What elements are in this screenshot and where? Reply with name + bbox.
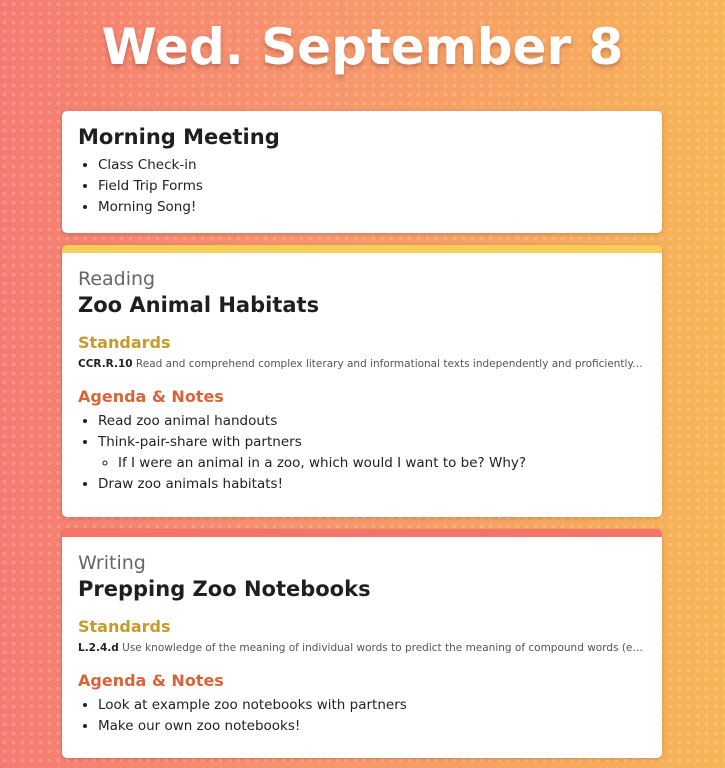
list-item: • Draw zoo animals habitats! bbox=[98, 474, 646, 495]
agenda-list bbox=[78, 695, 646, 737]
writing-card bbox=[62, 529, 662, 758]
list-item: • Look at example zoo notebooks with partners bbox=[98, 695, 646, 716]
card-title: Prepping Zoo Notebooks bbox=[78, 577, 371, 601]
standard-text: Use knowledge of the meaning of individual words to predict the meaning of compound words (e.… bbox=[122, 642, 646, 654]
list-item: • Class Check-in bbox=[98, 155, 646, 176]
list-item bbox=[98, 432, 646, 474]
card-title: Zoo Animal Habitats bbox=[78, 293, 320, 317]
list-item-text: Think-pair-share with partners bbox=[98, 434, 302, 450]
nested-list-item: ◦ If I were an animal in a zoo, which would I want to be? Why? bbox=[118, 453, 646, 474]
list-item: • Field Trip Forms bbox=[98, 176, 646, 197]
reading-card bbox=[62, 245, 662, 517]
standard-code: L.2.4.d bbox=[78, 642, 119, 654]
standard-code: CCR.R.10 bbox=[78, 358, 133, 370]
standard-entry[interactable] bbox=[78, 641, 646, 655]
card-title: Morning Meeting bbox=[78, 125, 280, 149]
morning-list bbox=[78, 155, 646, 218]
list-item: • Make our own zoo notebooks! bbox=[98, 716, 646, 737]
standards-heading: Standards bbox=[78, 617, 171, 636]
standards-heading: Standards bbox=[78, 333, 171, 352]
nested-list bbox=[98, 453, 646, 474]
agenda-list bbox=[78, 411, 646, 495]
subject-label: Reading bbox=[78, 268, 156, 290]
standard-text: Read and comprehend complex literary and informational texts independently and proficiently.… bbox=[135, 358, 646, 370]
page-title: Wed. September 8 bbox=[101, 18, 624, 76]
list-item: • Read zoo animal handouts bbox=[98, 411, 646, 432]
agenda-heading: Agenda & Notes bbox=[78, 387, 224, 406]
list-item: • Morning Song! bbox=[98, 197, 646, 218]
morning-meeting-card bbox=[62, 111, 662, 233]
agenda-heading: Agenda & Notes bbox=[78, 671, 224, 690]
standard-entry[interactable] bbox=[78, 357, 646, 371]
subject-label: Writing bbox=[78, 552, 146, 574]
